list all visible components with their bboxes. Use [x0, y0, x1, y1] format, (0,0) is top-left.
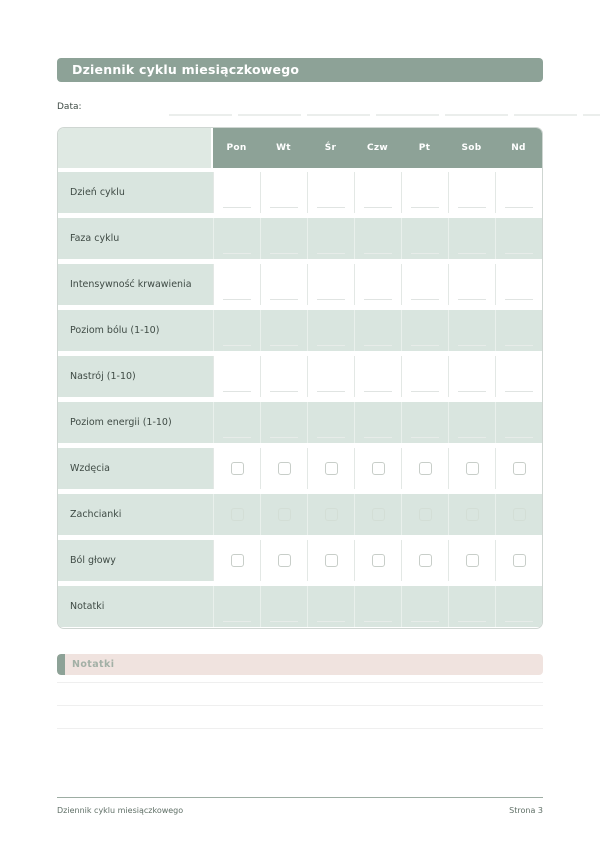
entry-cell: [401, 586, 448, 627]
column-header-wt: Wt: [260, 128, 307, 168]
entry-cell: [354, 540, 401, 581]
entry-cell: [354, 448, 401, 489]
entry-cell: [307, 448, 354, 489]
write-in-line: [57, 682, 543, 683]
write-in-line: [364, 345, 392, 346]
entry-cell: [307, 356, 354, 397]
entry-cell: [495, 448, 542, 489]
entry-cell: [213, 402, 260, 443]
entry-cell: [213, 218, 260, 259]
entry-cell: [307, 540, 354, 581]
write-in-line: [270, 299, 298, 300]
entry-cell: [307, 310, 354, 351]
date-label: Data:: [57, 102, 82, 112]
checkbox: [372, 508, 385, 521]
section-accent-bar: [57, 654, 65, 675]
entry-cell: [401, 494, 448, 535]
write-in-line: [364, 207, 392, 208]
entry-cell: [354, 218, 401, 259]
write-in-line: [411, 621, 439, 622]
write-in-line: [270, 391, 298, 392]
write-in-line: [364, 391, 392, 392]
write-in-line: [458, 391, 486, 392]
entry-cell: [495, 264, 542, 305]
write-in-line: [223, 391, 251, 392]
write-in-line: [270, 345, 298, 346]
checkbox: [466, 554, 479, 567]
write-in-line: [514, 114, 577, 116]
entry-cell: [307, 494, 354, 535]
write-in-line: [458, 345, 486, 346]
column-header-pt: Pt: [401, 128, 448, 168]
write-in-line: [411, 437, 439, 438]
write-in-line: [223, 207, 251, 208]
entry-cell: [448, 540, 495, 581]
entry-cell: [260, 448, 307, 489]
entry-cell: [354, 356, 401, 397]
entry-cell: [213, 494, 260, 535]
row-label: Ból głowy: [58, 540, 213, 581]
column-header-czw: Czw: [354, 128, 401, 168]
write-in-line: [505, 621, 533, 622]
footer-divider: [57, 797, 543, 798]
write-in-line: [445, 114, 508, 116]
entry-cell: [495, 356, 542, 397]
date-write-in-lines: [169, 114, 600, 117]
entry-cell: [448, 218, 495, 259]
write-in-line: [583, 114, 600, 116]
write-in-line: [458, 253, 486, 254]
checkbox: [325, 508, 338, 521]
row-zachcianki: [58, 494, 542, 535]
entry-cell: [354, 402, 401, 443]
row-faza-cyklu: [58, 218, 542, 259]
entry-cell: [401, 310, 448, 351]
entry-cell: [260, 264, 307, 305]
row-intensywnosc-krwawienia: [58, 264, 542, 305]
entry-cell: [401, 218, 448, 259]
column-header-nd: Nd: [495, 128, 542, 168]
notes-section-header: [57, 654, 543, 675]
entry-cell: [260, 586, 307, 627]
entry-cell: [495, 218, 542, 259]
row-wzdecia: [58, 448, 542, 489]
write-in-line: [411, 391, 439, 392]
entry-cell: [213, 586, 260, 627]
write-in-line: [317, 207, 345, 208]
write-in-line: [411, 253, 439, 254]
entry-cell: [401, 264, 448, 305]
entry-cell: [307, 264, 354, 305]
checkbox: [513, 462, 526, 475]
entry-cell: [260, 356, 307, 397]
write-in-line: [411, 207, 439, 208]
write-in-line: [270, 621, 298, 622]
write-in-line: [317, 621, 345, 622]
entry-cell: [213, 448, 260, 489]
entry-cell: [495, 494, 542, 535]
write-in-line: [317, 253, 345, 254]
entry-cell: [354, 310, 401, 351]
table-header-row: [58, 128, 542, 168]
entry-cell: [495, 172, 542, 213]
write-in-line: [505, 345, 533, 346]
write-in-line: [270, 253, 298, 254]
checkbox: [372, 554, 385, 567]
checkbox: [278, 508, 291, 521]
entry-cell: [307, 218, 354, 259]
entry-cell: [260, 402, 307, 443]
write-in-line: [458, 621, 486, 622]
write-in-line: [364, 437, 392, 438]
checkbox: [419, 462, 432, 475]
entry-cell: [495, 540, 542, 581]
checkbox: [325, 554, 338, 567]
write-in-line: [223, 621, 251, 622]
checkbox: [278, 554, 291, 567]
column-header-sr: Śr: [307, 128, 354, 168]
write-in-line: [505, 437, 533, 438]
entry-cell: [401, 448, 448, 489]
row-label: Zachcianki: [58, 494, 213, 535]
write-in-line: [458, 437, 486, 438]
write-in-line: [223, 299, 251, 300]
entry-cell: [448, 448, 495, 489]
entry-cell: [260, 494, 307, 535]
cycle-tracker-table: [57, 127, 543, 629]
entry-cell: [495, 586, 542, 627]
entry-cell: [307, 402, 354, 443]
write-in-line: [411, 299, 439, 300]
row-label: Wzdęcia: [58, 448, 213, 489]
checkbox: [419, 508, 432, 521]
write-in-line: [376, 114, 439, 116]
entry-cell: [260, 218, 307, 259]
entry-cell: [448, 494, 495, 535]
entry-cell: [448, 586, 495, 627]
entry-cell: [354, 586, 401, 627]
write-in-line: [411, 345, 439, 346]
entry-cell: [213, 540, 260, 581]
checkbox: [231, 508, 244, 521]
row-label: Poziom energii (1-10): [58, 402, 213, 443]
table-corner-cell: [58, 128, 213, 168]
entry-cell: [495, 310, 542, 351]
entry-cell: [260, 310, 307, 351]
entry-cell: [213, 310, 260, 351]
row-poziom-energii: [58, 402, 542, 443]
write-in-line: [458, 299, 486, 300]
write-in-line: [505, 299, 533, 300]
row-label: Poziom bólu (1-10): [58, 310, 213, 351]
write-in-line: [364, 299, 392, 300]
checkbox: [231, 554, 244, 567]
write-in-line: [238, 114, 301, 116]
row-label: Intensywność krwawienia: [58, 264, 213, 305]
write-in-line: [57, 728, 543, 729]
checkbox: [466, 508, 479, 521]
entry-cell: [495, 402, 542, 443]
row-nastroj: [58, 356, 542, 397]
write-in-line: [223, 253, 251, 254]
notes-section-title: Notatki: [72, 659, 115, 670]
column-header-pon: Pon: [213, 128, 260, 168]
write-in-line: [307, 114, 370, 116]
write-in-line: [223, 345, 251, 346]
row-label: Dzień cyklu: [58, 172, 213, 213]
page-title: Dziennik cyklu miesiączkowego: [57, 58, 543, 82]
write-in-line: [223, 437, 251, 438]
entry-cell: [354, 494, 401, 535]
entry-cell: [448, 172, 495, 213]
write-in-line: [169, 114, 232, 116]
write-in-line: [317, 345, 345, 346]
column-header-sob: Sob: [448, 128, 495, 168]
write-in-line: [317, 437, 345, 438]
write-in-line: [458, 207, 486, 208]
entry-cell: [307, 586, 354, 627]
entry-cell: [401, 356, 448, 397]
entry-cell: [213, 172, 260, 213]
entry-cell: [260, 540, 307, 581]
write-in-line: [505, 207, 533, 208]
entry-cell: [260, 172, 307, 213]
footer-page-number: Strona 3: [509, 806, 543, 815]
write-in-line: [364, 253, 392, 254]
entry-cell: [448, 264, 495, 305]
entry-cell: [401, 172, 448, 213]
checkbox: [325, 462, 338, 475]
write-in-line: [364, 621, 392, 622]
notes-write-in-area: [57, 675, 543, 731]
write-in-line: [270, 207, 298, 208]
entry-cell: [354, 264, 401, 305]
row-poziom-bolu: [58, 310, 542, 351]
entry-cell: [448, 402, 495, 443]
checkbox: [231, 462, 244, 475]
write-in-line: [57, 705, 543, 706]
row-label: Faza cyklu: [58, 218, 213, 259]
write-in-line: [317, 391, 345, 392]
checkbox: [278, 462, 291, 475]
entry-cell: [401, 540, 448, 581]
row-notatki: [58, 586, 542, 627]
table-body: [58, 168, 542, 627]
footer-document-title: Dziennik cyklu miesiączkowego: [57, 806, 184, 815]
checkbox: [513, 554, 526, 567]
checkbox: [419, 554, 432, 567]
entry-cell: [448, 356, 495, 397]
row-label: Notatki: [58, 586, 213, 627]
row-dzien-cyklu: [58, 172, 542, 213]
entry-cell: [354, 172, 401, 213]
entry-cell: [448, 310, 495, 351]
row-label: Nastrój (1-10): [58, 356, 213, 397]
write-in-line: [505, 391, 533, 392]
write-in-line: [270, 437, 298, 438]
checkbox: [372, 462, 385, 475]
entry-cell: [307, 172, 354, 213]
row-bol-glowy: [58, 540, 542, 581]
checkbox: [513, 508, 526, 521]
write-in-line: [317, 299, 345, 300]
entry-cell: [213, 264, 260, 305]
entry-cell: [213, 356, 260, 397]
entry-cell: [401, 402, 448, 443]
checkbox: [466, 462, 479, 475]
write-in-line: [505, 253, 533, 254]
